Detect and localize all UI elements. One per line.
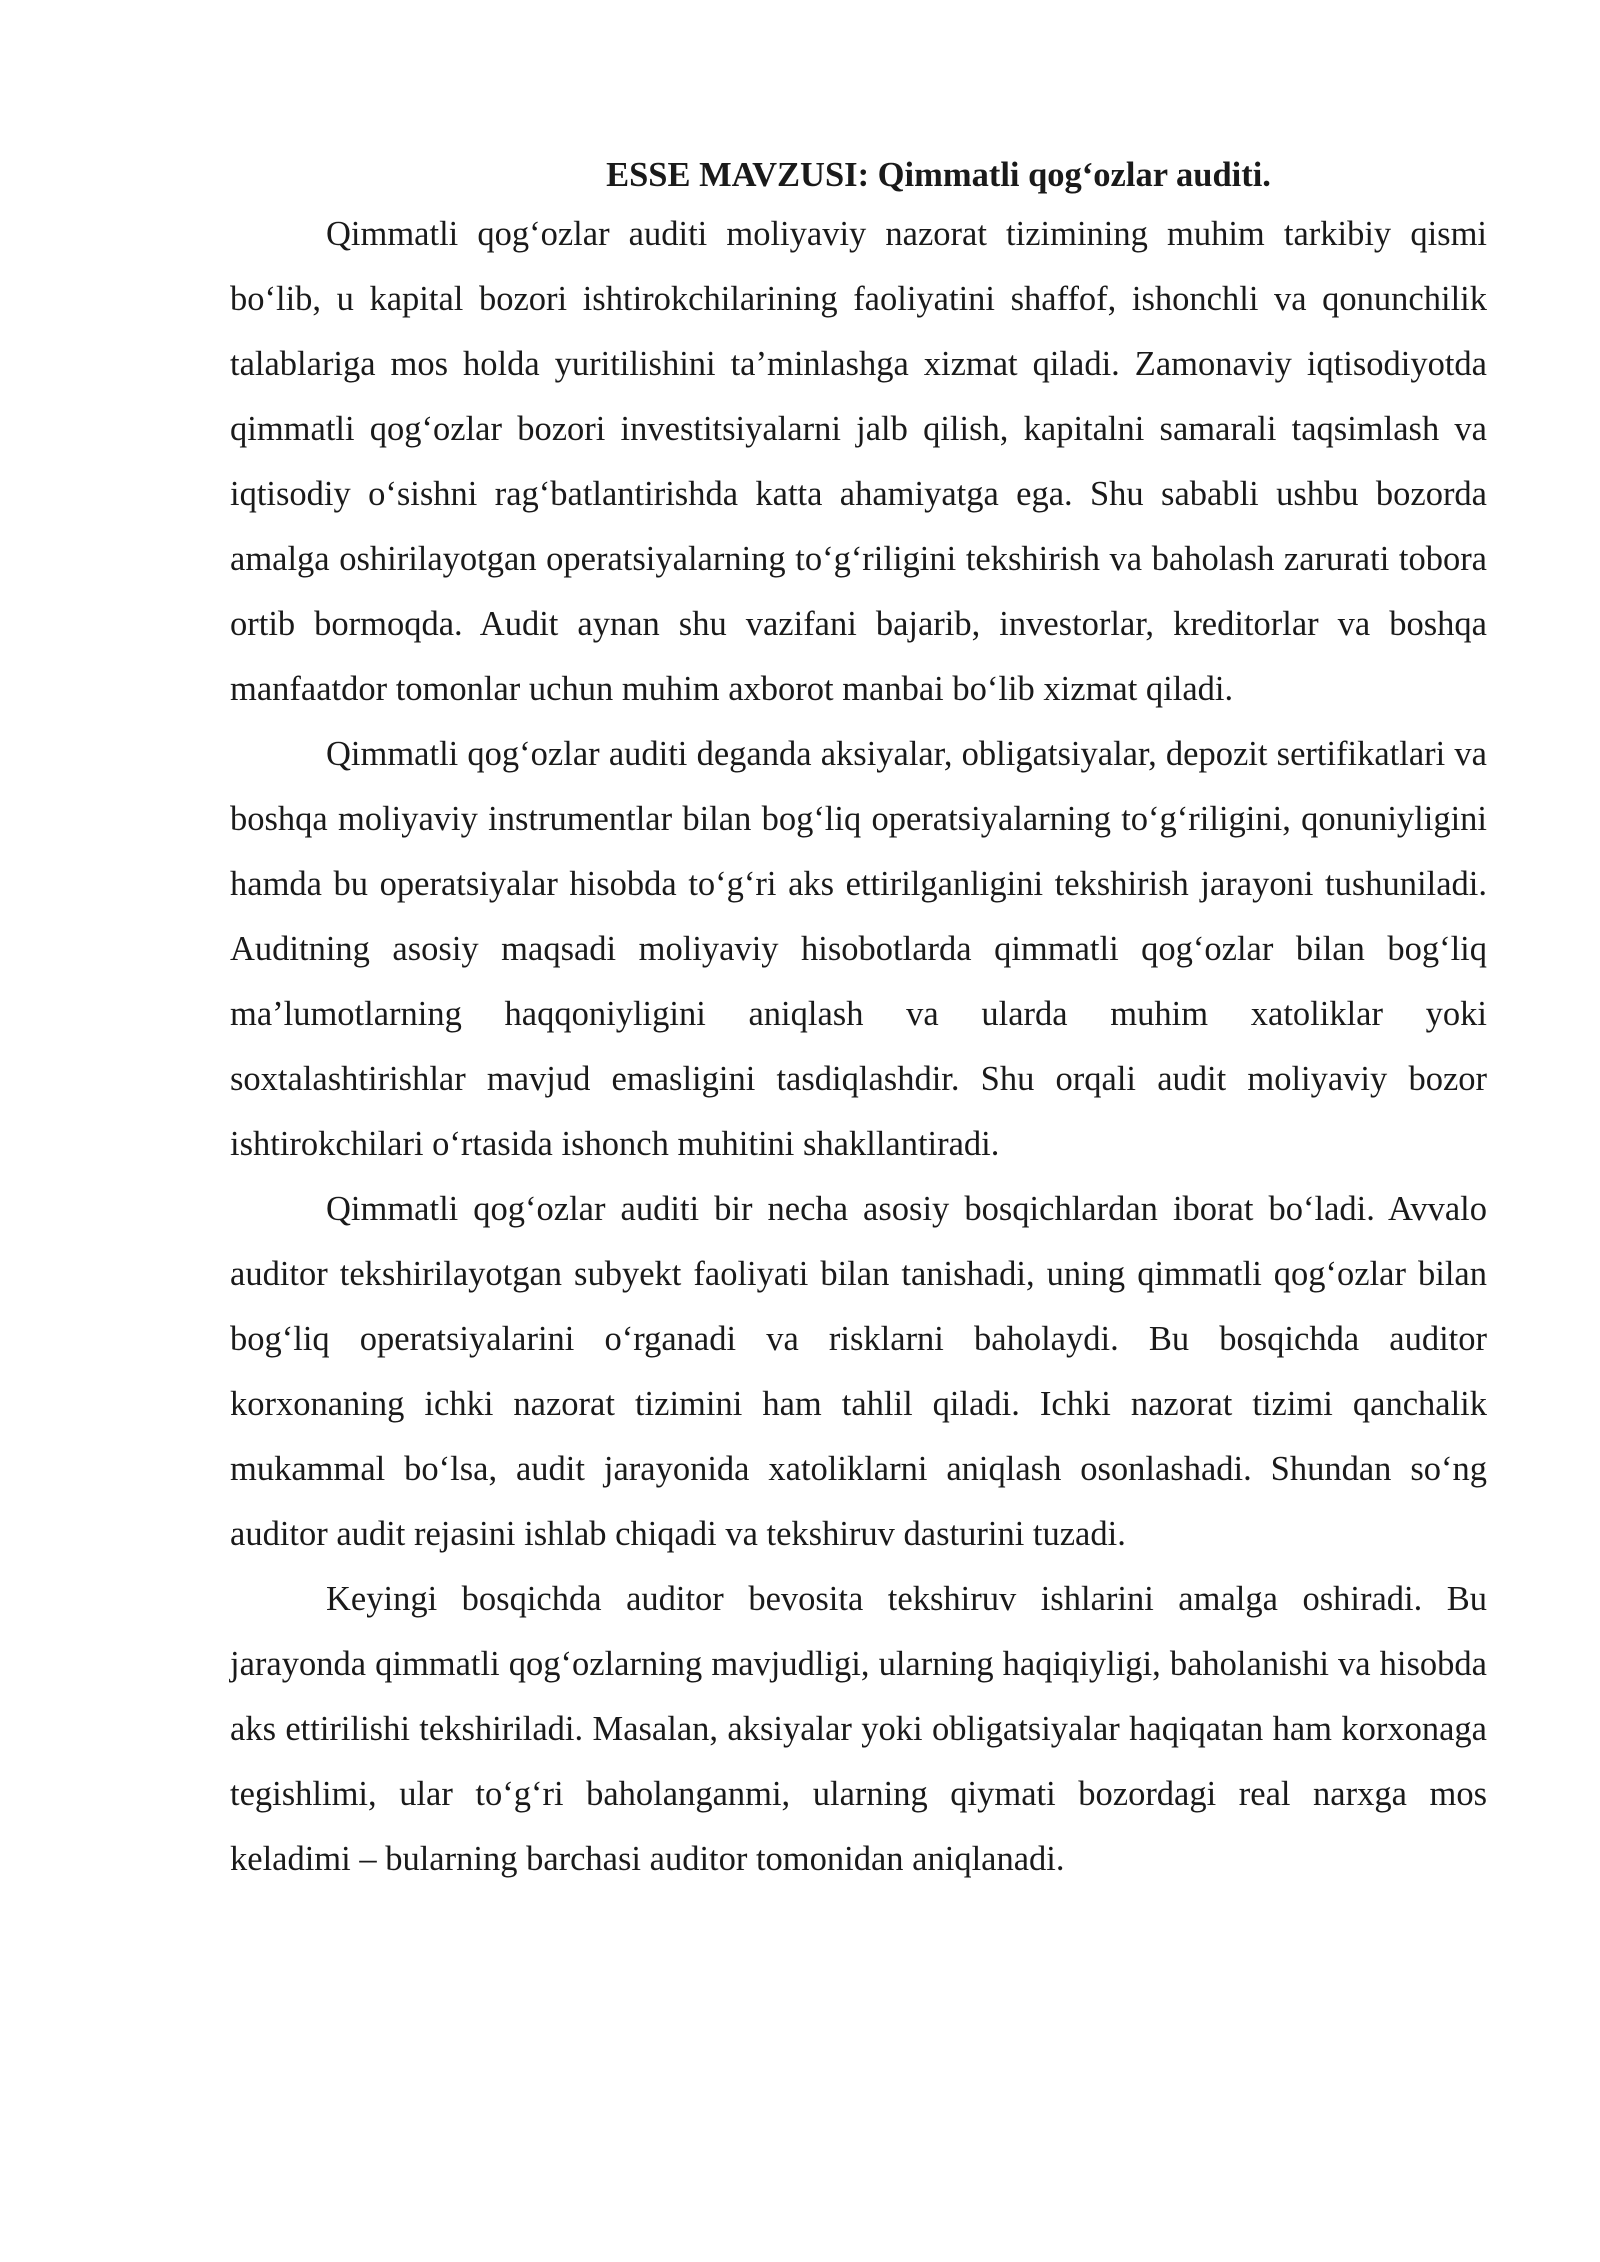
paragraph-4: Keyingi bosqichda auditor bevosita tekshiruv ishlarini amalga oshiradi. Bu jarayonda qimmatli qog‘ozlarning mavjudligi, ularning haqiqiyligi, baholanishi va hisobda aks ettirilishi tekshiriladi. Masalan, aksiyalar yoki obligatsiyalar haqiqatan ham korxonaga tegishlimi, ular to‘g‘ri baholanganmi, ularning qiymati bozordagi real narxga mos keladimi – bularning barchasi auditor tomonidan aniqlanadi. — [230, 1580, 1487, 1878]
document-body — [230, 148, 1487, 1892]
paragraph-2: Qimmatli qog‘ozlar auditi deganda aksiyalar, obligatsiyalar, depozit sertifikatlari va boshqa moliyaviy instrumentlar bilan bog‘liq operatsiyalarning to‘g‘riligini, qonuniyligini hamda bu operatsiyalar hisobda to‘g‘ri aks ettirilganligini tekshirish jarayoni tushuniladi. Auditning asosiy maqsadi moliyaviy hisobotlarda qimmatli qog‘ozlar bilan bog‘liq ma’lumotlarning haqqoniyligini aniqlash va ularda muhim xatoliklar yoki soxtalashtirishlar mavjud emasligini tasdiqlashdir. Shu orqali audit moliyaviy bozor ishtirokchilari o‘rtasida ishonch muhitini shakllantiradi. — [230, 735, 1487, 1163]
paragraph-3: Qimmatli qog‘ozlar auditi bir necha asosiy bosqichlardan iborat bo‘ladi. Avvalo auditor tekshirilayotgan subyekt faoliyati bilan tanishadi, uning qimmatli qog‘ozlar bilan bog‘liq operatsiyalarini o‘rganadi va risklarni baholaydi. Bu bosqichda auditor korxonaning ichki nazorat tizimini ham tahlil qiladi. Ichki nazorat tizimi qanchalik mukammal bo‘lsa, audit jarayonida xatoliklarni aniqlash osonlashadi. Shundan so‘ng auditor audit rejasini ishlab chiqadi va tekshiruv dasturini tuzadi. — [230, 1190, 1487, 1553]
paragraph-1: Qimmatli qog‘ozlar auditi moliyaviy nazorat tizimining muhim tarkibiy qismi bo‘lib, u kapital bozori ishtirokchilarining faoliyatini shaffof, ishonchli va qonunchilik talablariga mos holda yuritilishini ta’minlashga xizmat qiladi. Zamonaviy iqtisodiyotda qimmatli qog‘ozlar bozori investitsiyalarni jalb qilish, kapitalni samarali taqsimlash va iqtisodiy o‘sishni rag‘batlantirishda katta ahamiyatga ega. Shu sababli ushbu bozorda amalga oshirilayotgan operatsiyalarning to‘g‘riligini tekshirish va baholash zarurati tobora ortib bormoqda. Audit aynan shu vazifani bajarib, investorlar, kreditorlar va boshqa manfaatdor tomonlar uchun muhim axborot manbai bo‘lib xizmat qiladi. — [230, 215, 1487, 708]
essay-title: ESSE MAVZUSI: Qimmatli qog‘ozlar auditi. — [606, 156, 1271, 194]
